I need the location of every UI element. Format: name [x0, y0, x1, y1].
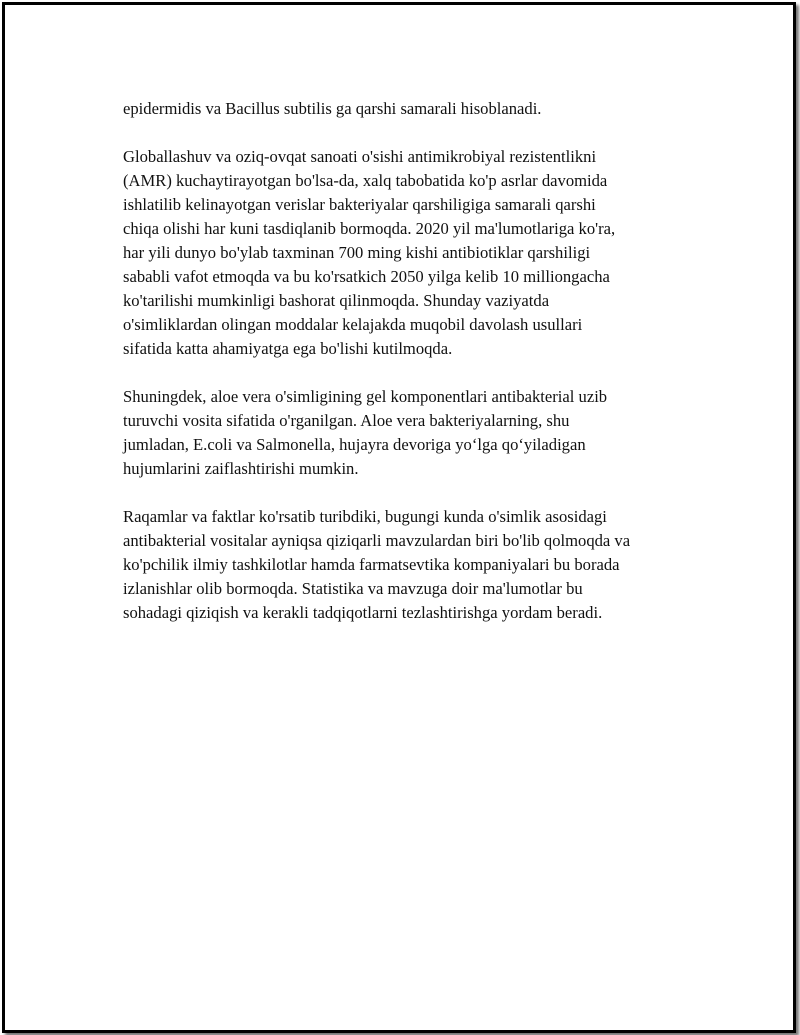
- document-page: [2, 2, 796, 1033]
- document-body: [123, 97, 683, 649]
- paragraph-3: Shuningdek, aloe vera o'simligining gel komponentlari antibakterial uzib turuvchi vosita sifatida o'rganilgan. Aloe vera bakteriyalarning, shu jumladan, E.coli va Salmonella, hujayra devoriga yo‘lga qo‘yiladigan hujumlarini zaiflashtirishi mumkin.: [123, 387, 608, 478]
- paragraph-1: epidermidis va Bacillus subtilis ga qarshi samarali hisoblanadi.: [123, 99, 542, 118]
- paragraph-2: Globallashuv va oziq-ovqat sanoati o'sishi antimikrobiyal rezistentlikni (AMR) kuchaytirayotgan bo'lsa-da, xalq tabobatida ko'p asrlar davomida ishlatilib kelinayotgan verislar bakteriyalar qarshiligiga samarali qarshi chiqa olishi har kuni tasdiqlanib bormoqda. 2020 yil ma'lumotlariga ko'ra, har yili dunyo bo'ylab taxminan 700 ming kishi antibiotiklar qarshiligi sababli vafot etmoqda va bu ko'rsatkich 2050 yilga kelib 10 milliongacha ko'tarilishi mumkinligi bashorat qilinmoqda. Shunday vaziyatda o'simliklardan olingan moddalar kelajakda muqobil davolash usullari sifatida katta ahamiyatga ega bo'lishi kutilmoqda.: [123, 147, 616, 358]
- paragraph-4: Raqamlar va faktlar ko'rsatib turibdiki, bugungi kunda o'simlik asosidagi antibakterial vositalar ayniqsa qiziqarli mavzulardan biri bo'lib qolmoqda va ko'pchilik ilmiy tashkilotlar hamda farmatsevtika kompaniyalari bu borada izlanishlar olib bormoqda. Statistika va mavzuga doir ma'lumotlar bu sohadagi qiziqish va kerakli tadqiqotlarni tezlashtirishga yordam beradi.: [123, 507, 631, 622]
